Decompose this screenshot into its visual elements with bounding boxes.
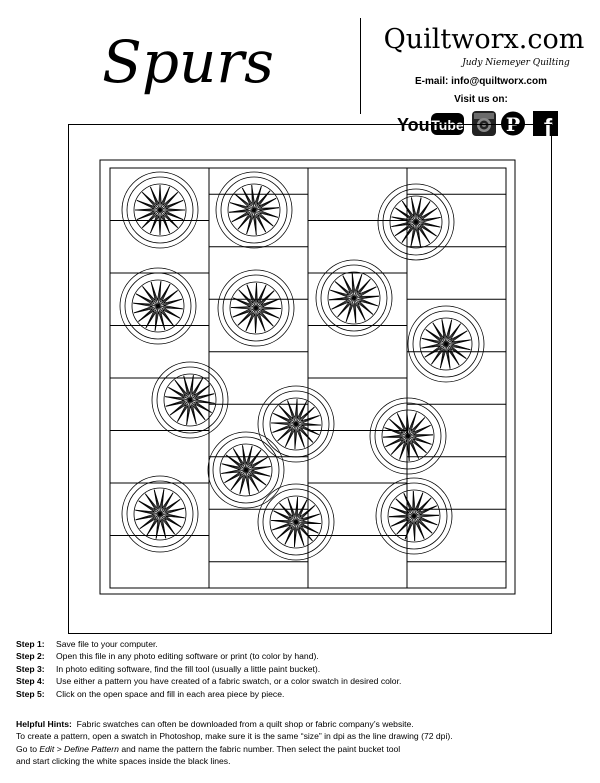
spur-block[interactable]: [122, 172, 198, 248]
hint-text-3b: and name the pattern the fabric number. Then select the paint bucket tool: [118, 743, 401, 754]
header-divider: [360, 18, 361, 114]
step-text: In photo editing software, find the fill tool (usually a little paint bucket).: [56, 663, 321, 674]
step-label: Step 5:: [16, 688, 45, 699]
hints-label: Helpful Hints:: [16, 719, 72, 729]
hint-menu-path: Edit > Define Pattern: [39, 743, 119, 754]
step-5: [16, 688, 586, 700]
step-2: [16, 650, 586, 662]
hint-text-1: Fabric swatches can often be downloaded from a quilt shop or fabric company’s website.: [76, 719, 414, 729]
step-label: Step 3:: [16, 663, 45, 674]
spurs-title: [88, 12, 288, 112]
helpful-hints: [16, 718, 591, 768]
title-text: Spurs: [102, 28, 274, 96]
contact-email[interactable]: E-mail: info@quiltworx.com: [415, 76, 547, 87]
spur-block[interactable]: [408, 306, 484, 382]
hint-line-2: To create a pattern, open a swatch in Photoshop, make sure it is the same “size” in dpi as the line drawing (72 dpi).: [16, 731, 453, 742]
spur-ray[interactable]: [271, 423, 296, 424]
step-label: Step 2:: [16, 651, 45, 662]
youtube-you-text: You: [397, 115, 430, 135]
spur-block[interactable]: [376, 478, 452, 554]
youtube-tube-text: Tube: [431, 117, 464, 133]
spur-block[interactable]: [122, 476, 198, 552]
hint-text-3a: Go to: [16, 743, 40, 754]
spur-block[interactable]: [218, 270, 294, 346]
spur-ray[interactable]: [231, 308, 256, 309]
spur-ray[interactable]: [256, 283, 257, 308]
step-text: Save file to your computer.: [56, 639, 158, 649]
spur-block[interactable]: [316, 260, 392, 336]
quiltworx-logo[interactable]: [374, 10, 594, 72]
step-text: Click on the open space and fill in each area piece by piece.: [56, 688, 285, 699]
spur-ray[interactable]: [295, 424, 296, 449]
spur-ray[interactable]: [296, 424, 321, 425]
spur-block[interactable]: [120, 268, 196, 344]
spur-blocks[interactable]: [120, 172, 484, 560]
spur-block[interactable]: [258, 386, 334, 462]
brand-name: Quiltworx.com: [383, 24, 585, 55]
step-1: [16, 638, 586, 650]
spur-ray[interactable]: [256, 308, 281, 309]
spur-block[interactable]: [216, 172, 292, 248]
spur-block[interactable]: [378, 184, 454, 260]
hint-line-3: [16, 743, 591, 755]
spur-block[interactable]: [152, 362, 228, 438]
facebook-letter: f: [543, 114, 553, 138]
hint-line-1: [16, 718, 591, 730]
visit-us-label: Visit us on:: [454, 94, 508, 105]
quilt-line-drawing[interactable]: [68, 124, 552, 634]
step-label: Step 1:: [16, 639, 45, 649]
spur-block[interactable]: [208, 432, 284, 508]
step-text: Use either a pattern you have created of a fabric swatch, or a color swatch in desired color.: [56, 676, 402, 687]
step-text: Open this file in any photo editing software or print (to color by hand).: [56, 651, 319, 662]
block-grid[interactable]: [110, 168, 506, 588]
spur-ray[interactable]: [256, 308, 257, 333]
step-4: [16, 675, 586, 687]
step-3: [16, 663, 586, 675]
steps-list: [16, 638, 586, 700]
brand-tagline: Judy Niemeyer Quilting: [462, 58, 570, 68]
hint-line-4: and start clicking the white spaces inside the black lines.: [16, 756, 231, 767]
pinterest-letter: P: [505, 114, 521, 136]
spur-block[interactable]: [370, 398, 446, 474]
spur-block[interactable]: [258, 484, 334, 560]
step-label: Step 4:: [16, 676, 45, 687]
spur-ray[interactable]: [296, 399, 297, 424]
